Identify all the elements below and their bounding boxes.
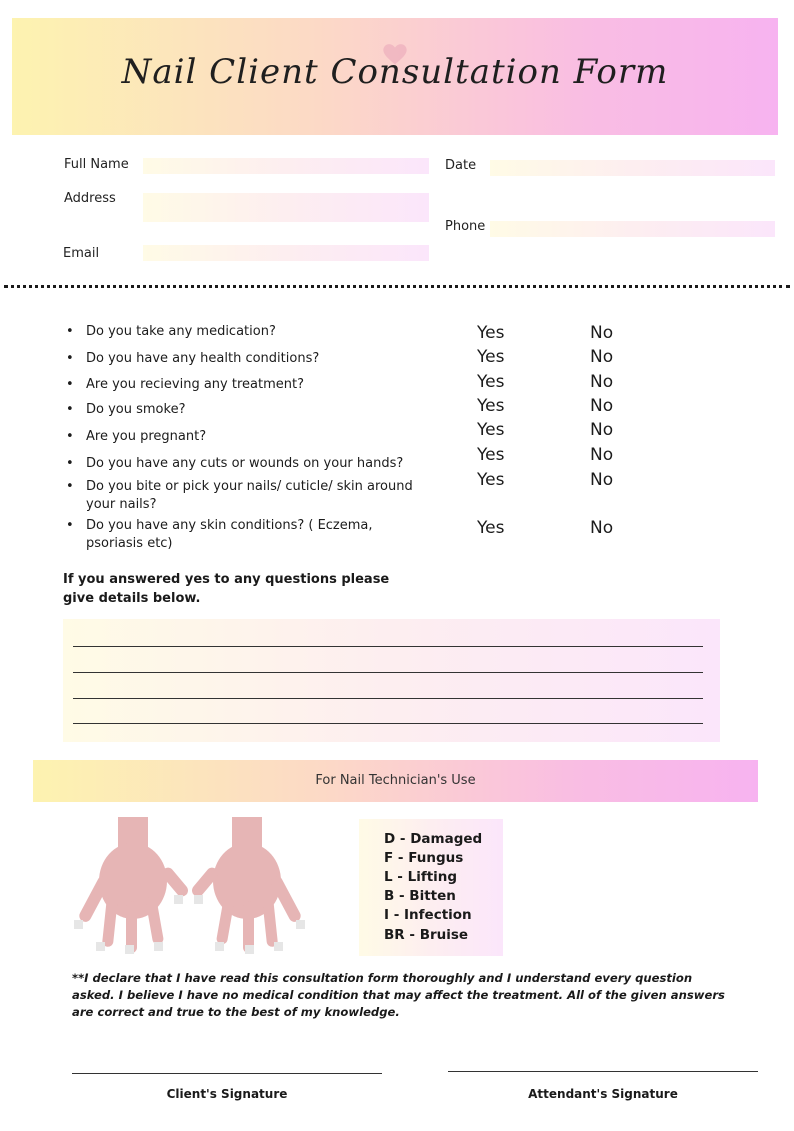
no-option[interactable]: No [590, 372, 614, 392]
bullet-icon: • [66, 351, 74, 366]
no-option[interactable]: No [590, 323, 614, 343]
hands-diagram [70, 815, 310, 960]
details-instructions: If you answered yes to any questions please give details below. [63, 572, 390, 606]
no-option[interactable]: No [590, 347, 614, 367]
details-box[interactable] [63, 619, 720, 742]
left-hand-icon [77, 817, 190, 953]
bullet-icon: • [66, 479, 74, 494]
legend-item-fungus: F - Fungus [384, 850, 464, 866]
bullet-icon: • [66, 377, 74, 392]
yes-option[interactable]: Yes [477, 396, 505, 416]
right-hand-icon [190, 817, 303, 953]
question-text: Do you take any medication? [86, 324, 276, 339]
full-name-field[interactable] [143, 158, 429, 174]
question-item [66, 376, 426, 394]
question-item [66, 428, 426, 446]
no-option[interactable]: No [590, 396, 614, 416]
email-field[interactable] [143, 245, 429, 261]
yes-option[interactable]: Yes [477, 347, 505, 367]
yes-option[interactable]: Yes [477, 323, 505, 343]
declaration-text: **I declare that I have read this consultation form thoroughly and I understand every question asked. I believe I have no medical condition that may affect the treatment. All of the given answers are correct and true to the best of my knowledge. [72, 971, 725, 1019]
technician-title: For Nail Technician's Use [315, 773, 476, 788]
details-line [73, 672, 703, 673]
full-name-label: Full Name [64, 157, 129, 172]
attendant-signature-label: Attendant's Signature [528, 1087, 678, 1101]
question-item [66, 478, 426, 514]
legend-item-infection: I - Infection [384, 907, 472, 923]
bullet-icon: • [66, 402, 74, 417]
date-label: Date [445, 158, 477, 173]
question-text: Do you bite or pick your nails/ cuticle/ skin around your nails? [86, 479, 413, 512]
date-field[interactable] [490, 160, 775, 176]
details-line [73, 698, 703, 699]
legend-item-lifting: L - Lifting [384, 869, 458, 885]
legend-item-bruise: BR - Bruise [384, 927, 469, 943]
question-item [66, 517, 426, 553]
address-label: Address [64, 191, 116, 206]
question-text: Do you smoke? [86, 402, 186, 417]
client-signature-line[interactable] [72, 1073, 382, 1074]
phone-label: Phone [445, 219, 486, 234]
question-text: Are you pregnant? [86, 429, 207, 444]
legend-item-damaged: D - Damaged [384, 831, 483, 847]
bullet-icon: • [66, 456, 74, 471]
bullet-icon: • [66, 324, 74, 339]
email-label: Email [63, 246, 100, 261]
question-text: Are you recieving any treatment? [86, 377, 304, 392]
question-text: Do you have any cuts or wounds on your hands? [86, 456, 404, 471]
question-item [66, 350, 426, 368]
details-line [73, 646, 703, 647]
no-option[interactable]: No [590, 470, 614, 490]
question-item [66, 401, 426, 419]
no-option[interactable]: No [590, 420, 614, 440]
question-text: Do you have any skin conditions? ( Eczema, psoriasis etc) [86, 518, 373, 551]
client-signature-label: Client's Signature [166, 1087, 288, 1101]
details-line [73, 723, 703, 724]
address-field[interactable] [143, 193, 429, 222]
no-option[interactable]: No [590, 518, 614, 538]
yes-option[interactable]: Yes [477, 420, 505, 440]
no-option[interactable]: No [590, 445, 614, 465]
phone-field[interactable] [490, 221, 775, 237]
bullet-icon: • [66, 429, 74, 444]
attendant-signature-line[interactable] [448, 1071, 758, 1072]
legend-item-bitten: B - Bitten [384, 888, 456, 904]
yes-option[interactable]: Yes [477, 445, 505, 465]
nail-legend [359, 819, 503, 956]
section-divider [4, 285, 790, 288]
yes-option[interactable]: Yes [477, 470, 505, 490]
bullet-icon: • [66, 518, 74, 533]
yes-option[interactable]: Yes [477, 518, 505, 538]
question-item [66, 455, 426, 473]
yes-option[interactable]: Yes [477, 372, 505, 392]
question-item [66, 323, 426, 341]
form-title: Nail Client Consultation Form [121, 52, 669, 92]
question-text: Do you have any health conditions? [86, 351, 320, 366]
